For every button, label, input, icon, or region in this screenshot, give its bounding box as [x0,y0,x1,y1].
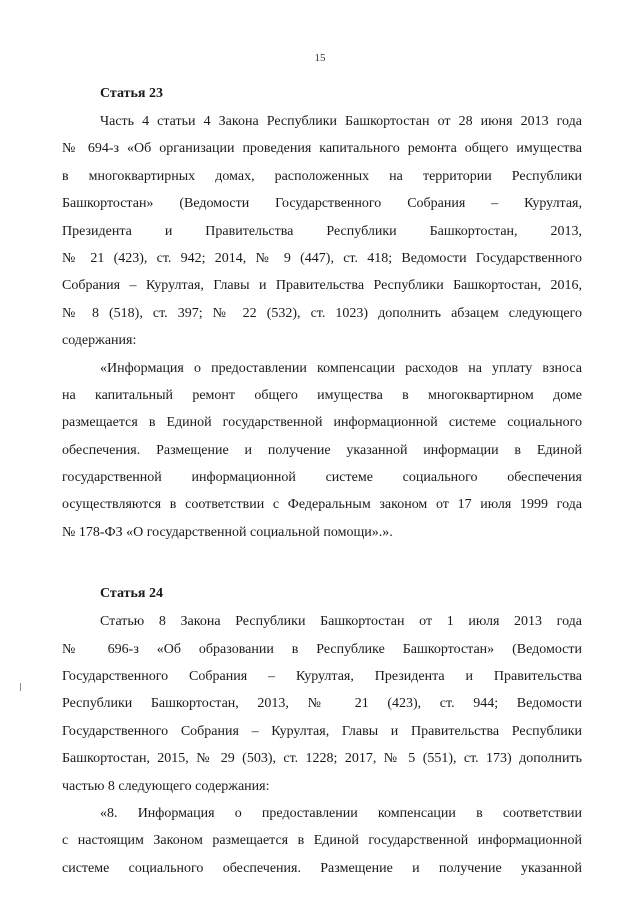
text-line: содержания: [62,333,137,349]
text-line: Башкортостан» (Ведомости Государственного Собрания – Курултая, [62,196,582,212]
section-gap [62,546,582,580]
margin-mark [20,683,21,691]
text-line: № 8 (518), ст. 397; № 22 (532), ст. 1023) дополнить абзацем следующего [62,305,582,321]
text-line: № 178-ФЗ «О государственной социальной помощи».». [62,524,393,540]
text-line: с настоящим Законом размещается в Единой государственной информационной [62,833,582,849]
text-line: Президента и Правительства Республики Башкортостан, 2013, [62,223,582,239]
text-line: системе социального обеспечения. Размещение и получение указанной [62,860,582,876]
text-line: Башкортостан, 2015, № 29 (503), ст. 1228; 2017, № 5 (551), ст. 173) дополнить [62,751,582,767]
text-line: осуществляются в соответствии с Федеральным законом от 17 июля 1999 года [62,497,582,513]
article-heading: Статья 24 [100,586,163,602]
article-paragraph [62,800,582,882]
text-line: Часть 4 статьи 4 Закона Республики Башкортостан от 28 июня 2013 года [100,114,582,129]
text-line: обеспечения. Размещение и получение указанной информации в Единой [62,442,582,458]
text-line: № 21 (423), ст. 942; 2014, № 9 (447), ст. 418; Ведомости Государственного [62,250,582,266]
text-line: Государственного Собрания – Курултая, Главы и Правительства Республики [62,723,582,739]
document-body [62,80,582,882]
text-line: в многоквартирных домах, расположенных на территории Республики [62,168,582,184]
text-line: государственной информационной системе социального обеспечения [62,470,582,486]
text-line: частью 8 следующего содержания: [62,778,270,794]
text-line: Государственного Собрания – Курултая, Президента и Правительства [62,669,582,685]
text-line: размещается в Единой государственной информационной системе социального [62,415,582,431]
article-paragraph [62,608,582,800]
text-line: «Информация о предоставлении компенсации расходов на уплату взноса [100,360,582,376]
text-line: № 694-з «Об организации проведения капитального ремонта общего имущества [62,141,582,157]
text-line: Собрания – Курултая, Главы и Правительства Республики Башкортостан, 2016, [62,278,582,294]
article-heading: Статья 23 [100,86,163,101]
article-paragraph [62,108,582,355]
text-line: Республики Башкортостан, 2013, № 21 (423), ст. 944; Ведомости [62,696,582,712]
page-number: 15 [314,52,326,64]
text-line: «8. Информация о предоставлении компенсации в соответствии [100,805,582,821]
article-paragraph [62,355,582,547]
text-line: Статью 8 Закона Республики Башкортостан от 1 июля 2013 года [100,614,582,630]
text-line: № 696-з «Об образовании в Республике Башкортостан» (Ведомости [62,641,582,657]
text-line: на капитальный ремонт общего имущества в многоквартирном доме [62,387,582,403]
